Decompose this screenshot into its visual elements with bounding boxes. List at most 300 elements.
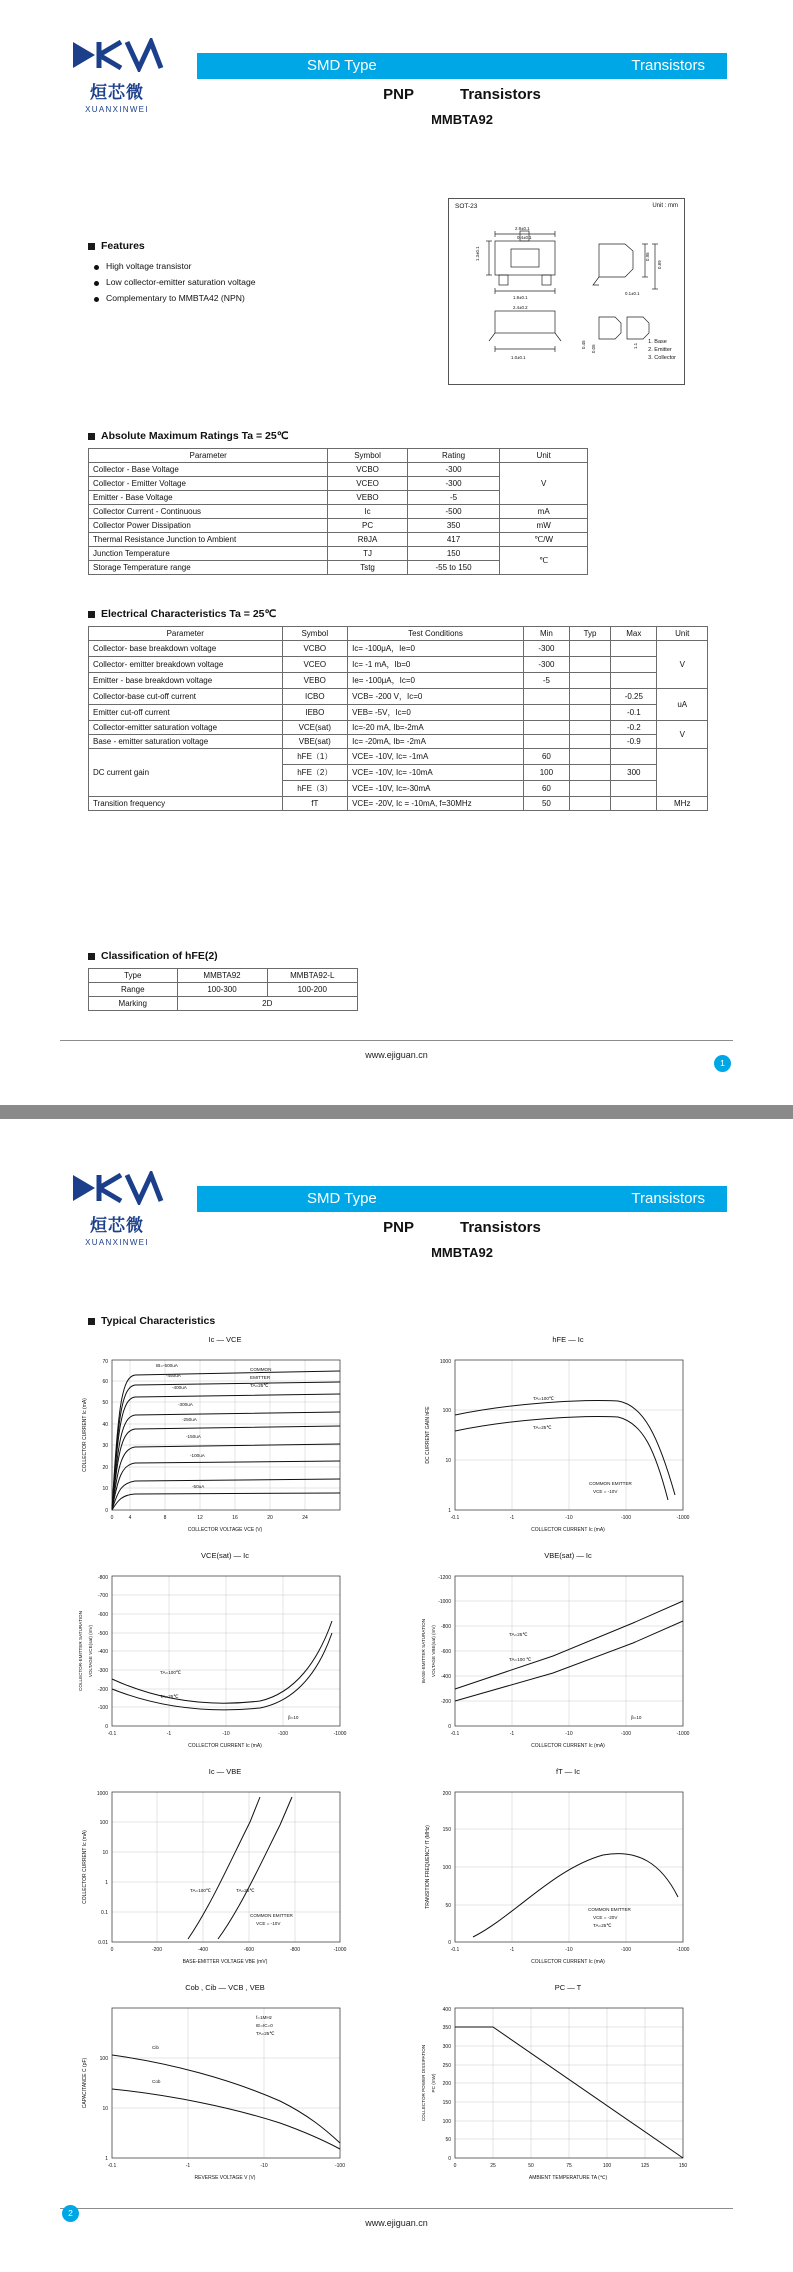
chart-hfe-ic — [403, 1335, 733, 1545]
abs-max-heading — [88, 430, 588, 442]
svg-text:100: 100 — [602, 2163, 612, 2169]
svg-text:0: 0 — [453, 2163, 457, 2169]
cell-rating: -55 to 150 — [407, 561, 500, 575]
cell-max — [611, 657, 657, 673]
svg-text:-1000: -1000 — [333, 1731, 347, 1737]
cell-symbol: TJ — [328, 547, 407, 561]
electrical-block — [88, 608, 708, 811]
table-row — [89, 533, 588, 547]
title-bar — [197, 1186, 727, 1212]
svg-text:100: 100 — [442, 2119, 451, 2125]
svg-text:30: 30 — [102, 1443, 108, 1449]
chart-title: Ic — VCE — [208, 1335, 242, 1344]
svg-text:TA=100℃: TA=100℃ — [533, 1396, 555, 1401]
chart-row — [60, 1983, 733, 2193]
polarity-label: PNP — [383, 86, 414, 103]
cell-symbol: IEBO — [282, 705, 348, 721]
abs-max-block — [88, 430, 588, 575]
cell-min — [523, 735, 569, 749]
cell-unit: ℃/W — [500, 533, 588, 547]
chart-title: Ic — VBE — [208, 1767, 242, 1776]
cell-symbol: VEBO — [328, 491, 407, 505]
svg-text:Cib: Cib — [152, 2045, 159, 2050]
col-symbol: Symbol — [282, 627, 348, 641]
bullet-square-icon — [88, 953, 95, 960]
svg-text:TA=100 ℃: TA=100 ℃ — [509, 1657, 532, 1662]
cell-symbol: hFE（1） — [282, 749, 348, 765]
cell-parameter: DC current gain — [89, 749, 283, 797]
title-bar-right: Transistors — [631, 57, 705, 74]
svg-text:-800: -800 — [289, 1947, 301, 1953]
svg-text:0: 0 — [105, 1724, 108, 1730]
svg-text:-600: -600 — [243, 1947, 255, 1953]
chart-row — [60, 1551, 733, 1761]
svg-text:-1000: -1000 — [438, 1599, 451, 1605]
svg-text:-0.1: -0.1 — [450, 1515, 460, 1521]
svg-text:-1000: -1000 — [676, 1731, 690, 1737]
svg-text:β=10: β=10 — [288, 1715, 299, 1720]
svg-text:10: 10 — [445, 1458, 451, 1464]
col-parameter: Parameter — [89, 627, 283, 641]
svg-text:Cob: Cob — [152, 2079, 161, 2084]
svg-text:COMMON: COMMON — [250, 1367, 272, 1372]
svg-text:12: 12 — [197, 1515, 203, 1521]
svg-text:TA=100℃: TA=100℃ — [190, 1888, 212, 1893]
chart-ylabel: BASE-EMITTER SATURATION — [421, 1618, 426, 1684]
svg-text:-200: -200 — [151, 1947, 163, 1953]
footer-divider — [60, 1040, 733, 1041]
cell-typ — [569, 673, 610, 689]
svg-text:25: 25 — [490, 2163, 496, 2169]
product-type-line — [197, 1219, 727, 1236]
chart-ylabel: COLLECTOR CURRENT Ic (mA) — [82, 1398, 88, 1472]
table-row — [89, 969, 358, 983]
cell-symbol: hFE（3） — [282, 781, 348, 797]
svg-text:-1: -1 — [509, 1515, 515, 1521]
cell-rating: -300 — [407, 463, 500, 477]
chart-vbesat-ic-svg — [403, 1561, 733, 1761]
cell-min: 60 — [523, 749, 569, 765]
chart-title: fT — Ic — [555, 1767, 581, 1776]
table-row — [89, 997, 358, 1011]
svg-text:10: 10 — [102, 1850, 108, 1856]
footer-url[interactable]: www.ejiguan.cn — [365, 1050, 428, 1060]
classification-title: Classification of hFE(2) — [101, 950, 218, 962]
svg-text:150: 150 — [442, 2100, 451, 2106]
device-class-label: Transistors — [459, 86, 541, 103]
cell-rating: 150 — [407, 547, 500, 561]
svg-text:-100: -100 — [334, 2163, 346, 2169]
table-row — [89, 689, 708, 705]
svg-text:COMMON EMITTER: COMMON EMITTER — [589, 1481, 632, 1486]
cell-unit: MHz — [657, 797, 708, 811]
svg-text:VOLTAGE VCE(sat) (mV): VOLTAGE VCE(sat) (mV) — [88, 1624, 93, 1678]
cell-parameter: Emitter - Base Voltage — [89, 491, 328, 505]
cell-rating: -5 — [407, 491, 500, 505]
svg-text:1000: 1000 — [439, 1359, 451, 1365]
electrical-title: Electrical Characteristics Ta = 25℃ — [101, 608, 277, 620]
chart-xlabel: COLLECTOR VOLTAGE VCE (V) — [187, 1527, 263, 1533]
svg-text:-1: -1 — [166, 1731, 172, 1737]
footer-divider — [60, 2208, 733, 2209]
chart-xlabel: COLLECTOR CURRENT Ic (mA) — [531, 1959, 605, 1965]
svg-text:f=1MHz: f=1MHz — [256, 2015, 272, 2020]
product-type-line — [197, 86, 727, 103]
svg-text:0: 0 — [110, 1947, 114, 1953]
svg-text:-0.1: -0.1 — [450, 1947, 460, 1953]
logo-glyph-icon — [69, 38, 165, 72]
svg-text:-1000: -1000 — [676, 1947, 690, 1953]
chart-title: PC — T — [554, 1983, 582, 1992]
svg-text:0: 0 — [448, 2156, 451, 2162]
table-row — [89, 463, 588, 477]
chart-ylabel: TRANSITION FREQUENCY fT (MHz) — [425, 1825, 431, 1909]
list-item — [94, 277, 338, 287]
svg-text:TA=100℃: TA=100℃ — [160, 1670, 182, 1675]
svg-text:-1200: -1200 — [438, 1575, 451, 1581]
cell-symbol: VBE(sat) — [282, 735, 348, 749]
col-min: Min — [523, 627, 569, 641]
chart-row — [60, 1767, 733, 1977]
cell-marking-value: 2D — [177, 997, 357, 1011]
chart-row — [60, 1335, 733, 1545]
cell-symbol: VCE(sat) — [282, 721, 348, 735]
pin-label: 1. Base — [648, 339, 667, 345]
cell-max — [611, 673, 657, 689]
svg-text:TA=25℃: TA=25℃ — [250, 1383, 269, 1388]
cell-symbol: VCEO — [282, 657, 348, 673]
bullet-square-icon — [88, 243, 95, 250]
table-row — [89, 673, 708, 689]
col-parameter: Parameter — [89, 449, 328, 463]
svg-text:-100: -100 — [620, 1731, 632, 1737]
cell-max — [611, 797, 657, 811]
svg-text:TA=25℃: TA=25℃ — [533, 1425, 552, 1430]
svg-text:-1: -1 — [509, 1731, 515, 1737]
title-bar — [197, 53, 727, 79]
col-symbol: Symbol — [328, 449, 407, 463]
svg-text:-600: -600 — [440, 1649, 451, 1655]
classification-block — [88, 950, 358, 1011]
svg-text:60: 60 — [102, 1379, 108, 1385]
svg-text:VOLTAGE VBE(sat) (mV): VOLTAGE VBE(sat) (mV) — [431, 1625, 436, 1677]
svg-text:1: 1 — [105, 2156, 108, 2162]
svg-text:75: 75 — [566, 2163, 572, 2169]
cell-symbol: VCEO — [328, 477, 407, 491]
svg-text:200: 200 — [442, 1791, 451, 1797]
package-unit: Unit : mm — [652, 203, 678, 209]
cell-conditions: VCE= -10V, Ic= -10mA — [348, 765, 524, 781]
features-heading — [88, 240, 338, 252]
svg-text:-0.1: -0.1 — [107, 2163, 117, 2169]
cell-symbol: Ic — [328, 505, 407, 519]
svg-text:16: 16 — [232, 1515, 238, 1521]
page-header — [0, 1133, 793, 1260]
cell-conditions: VEB= -5V，Ic=0 — [348, 705, 524, 721]
table-row — [89, 735, 708, 749]
svg-text:IB=-500uA: IB=-500uA — [156, 1363, 178, 1368]
svg-text:TA=25℃: TA=25℃ — [236, 1888, 255, 1893]
logo-mark-icon — [62, 38, 172, 76]
cell-range-label: Range — [89, 983, 178, 997]
table-row — [89, 705, 708, 721]
cell-parameter: Collector- emitter breakdown voltage — [89, 657, 283, 673]
cell-symbol: VCBO — [328, 463, 407, 477]
svg-text:-1: -1 — [509, 1947, 515, 1953]
cell-conditions: VCB= -200 V，Ic=0 — [348, 689, 524, 705]
cell-symbol: ICBO — [282, 689, 348, 705]
cell-conditions: Ic=-20 mA, Ib=-2mA — [348, 721, 524, 735]
cell-range-b: 100-200 — [267, 983, 357, 997]
pin-label: 3. Collector — [648, 355, 676, 361]
svg-text:-600: -600 — [97, 1612, 108, 1618]
cell-unit: uA — [657, 689, 708, 721]
abs-max-title: Absolute Maximum Ratings Ta = 25℃ — [101, 430, 289, 442]
svg-text:-800: -800 — [97, 1575, 108, 1581]
cell-max — [611, 641, 657, 657]
svg-text:2.4±0.2: 2.4±0.2 — [513, 305, 528, 310]
chart-ic-vce — [60, 1335, 390, 1545]
cell-range-a: 100-300 — [177, 983, 267, 997]
table-row — [89, 797, 708, 811]
col-max: Max — [611, 627, 657, 641]
svg-text:-100uA: -100uA — [190, 1453, 205, 1458]
logo-glyph-icon — [69, 1171, 165, 1205]
chart-title: VCE(sat) — Ic — [201, 1551, 249, 1560]
chart-vbesat-ic — [403, 1551, 733, 1761]
bullet-dot-icon — [94, 265, 99, 270]
feature-text: Complementary to MMBTA42 (NPN) — [106, 293, 245, 303]
cell-parameter: Collector-base cut-off current — [89, 689, 283, 705]
footer-url[interactable]: www.ejiguan.cn — [365, 2218, 428, 2228]
svg-text:4: 4 — [128, 1515, 132, 1521]
svg-text:IE=IC=0: IE=IC=0 — [256, 2023, 273, 2028]
svg-text:100: 100 — [99, 2056, 108, 2062]
cell-min: 50 — [523, 797, 569, 811]
cell-symbol: RθJA — [328, 533, 407, 547]
svg-text:125: 125 — [640, 2163, 650, 2169]
chart-ft-ic — [403, 1767, 733, 1977]
cell-max: -0.9 — [611, 735, 657, 749]
logo-chinese-name: 烜芯微 — [90, 1216, 144, 1235]
svg-text:50: 50 — [102, 1400, 108, 1406]
svg-text:-500: -500 — [97, 1631, 108, 1637]
title-bar-right: Transistors — [631, 1190, 705, 1207]
logo-chinese-name: 烜芯微 — [90, 83, 144, 102]
cell-min: -300 — [523, 641, 569, 657]
svg-text:300: 300 — [442, 2044, 451, 2050]
table-header-row — [89, 627, 708, 641]
logo-mark-icon — [62, 1171, 172, 1209]
col-unit: Unit — [657, 627, 708, 641]
charts-grid — [60, 1335, 733, 2199]
svg-text:1.9±0.1: 1.9±0.1 — [513, 295, 528, 300]
svg-text:0.89: 0.89 — [657, 260, 662, 269]
cell-typ — [569, 797, 610, 811]
cell-parameter: Collector Power Dissipation — [89, 519, 328, 533]
cell-typ — [569, 657, 610, 673]
svg-text:TA=25℃: TA=25℃ — [160, 1694, 179, 1699]
cell-parameter: Collector - Base Voltage — [89, 463, 328, 477]
svg-text:0: 0 — [448, 1940, 451, 1946]
chart-hfe-ic-svg — [403, 1345, 733, 1545]
cell-parameter: Transition frequency — [89, 797, 283, 811]
table-row — [89, 519, 588, 533]
pin-label: 2. Emitter — [648, 347, 672, 353]
cell-conditions: Ie= -100μA，Ic=0 — [348, 673, 524, 689]
svg-text:0.4±0.1: 0.4±0.1 — [517, 235, 532, 240]
cell-conditions: VCE= -10V, Ic= -1mA — [348, 749, 524, 765]
feature-text: Low collector-emitter saturation voltage — [106, 277, 256, 287]
col-rating: Rating — [407, 449, 500, 463]
cell-unit: V — [657, 721, 708, 749]
chart-pc-t — [403, 1983, 733, 2193]
svg-text:0.45: 0.45 — [581, 340, 586, 349]
polarity-label: PNP — [383, 1219, 414, 1236]
page-header — [0, 0, 793, 127]
cell-min — [523, 721, 569, 735]
col-typ: Typ — [569, 627, 610, 641]
page-number-badge: 2 — [62, 2205, 79, 2222]
package-name: SOT-23 — [455, 203, 478, 210]
part-number: MMBTA92 — [431, 1245, 493, 1260]
typical-characteristics-title: Typical Characteristics — [101, 1315, 216, 1327]
svg-text:-250uA: -250uA — [182, 1417, 197, 1422]
cell-rating: -300 — [407, 477, 500, 491]
abs-max-table — [88, 448, 588, 575]
cell-typ — [569, 749, 610, 765]
cell-typ — [569, 721, 610, 735]
svg-text:-10: -10 — [565, 1731, 573, 1737]
cell-unit: V — [657, 641, 708, 689]
chart-ic-vbe — [60, 1767, 390, 1977]
cell-parameter: Collector - Emitter Voltage — [89, 477, 328, 491]
svg-text:-400: -400 — [440, 1674, 451, 1680]
svg-text:-10: -10 — [565, 1947, 573, 1953]
svg-text:50: 50 — [445, 2137, 451, 2143]
svg-text:-300uA: -300uA — [178, 1402, 193, 1407]
classification-table — [88, 968, 358, 1011]
company-logo — [62, 38, 172, 114]
svg-text:-700: -700 — [97, 1593, 108, 1599]
svg-text:250: 250 — [442, 2063, 451, 2069]
cell-parameter: Base - emitter saturation voltage — [89, 735, 283, 749]
part-number: MMBTA92 — [431, 112, 493, 127]
features-block — [88, 240, 338, 309]
cell-typ — [569, 765, 610, 781]
chart-vcesat-ic — [60, 1551, 390, 1761]
package-pin-list — [648, 338, 676, 362]
company-logo — [62, 1171, 172, 1247]
cell-type-a: MMBTA92 — [177, 969, 267, 983]
svg-text:-200: -200 — [440, 1699, 451, 1705]
cell-marking-label: Marking — [89, 997, 178, 1011]
svg-text:-800: -800 — [440, 1624, 451, 1630]
svg-text:70: 70 — [102, 1359, 108, 1365]
chart-ylabel: DC CURRENT GAIN hFE — [425, 1406, 431, 1464]
chart-ft-ic-svg — [403, 1777, 733, 1977]
svg-text:-0.1: -0.1 — [450, 1731, 460, 1737]
svg-text:100: 100 — [442, 1408, 451, 1414]
svg-text:COMMON EMITTER: COMMON EMITTER — [250, 1913, 293, 1918]
title-bar-left: SMD Type — [307, 1190, 377, 1207]
cell-max: -0.1 — [611, 705, 657, 721]
features-list — [94, 261, 338, 303]
cell-min: 60 — [523, 781, 569, 797]
svg-text:-100: -100 — [277, 1731, 289, 1737]
col-unit: Unit — [500, 449, 588, 463]
chart-ic-vbe-svg — [60, 1777, 390, 1977]
svg-text:0.95: 0.95 — [645, 252, 650, 261]
chart-ylabel: COLLECTOR CURRENT Ic (mA) — [82, 1830, 88, 1904]
table-row — [89, 749, 708, 765]
cell-typ — [569, 735, 610, 749]
table-row — [89, 641, 708, 657]
svg-text:2.9±0.1: 2.9±0.1 — [515, 226, 530, 231]
cell-unit: mA — [500, 505, 588, 519]
svg-text:-1000: -1000 — [333, 1947, 347, 1953]
svg-text:-1: -1 — [185, 2163, 191, 2169]
svg-text:400: 400 — [442, 2007, 451, 2013]
svg-text:COMMON EMITTER: COMMON EMITTER — [588, 1907, 631, 1912]
svg-text:1000: 1000 — [96, 1791, 108, 1797]
cell-typ — [569, 781, 610, 797]
svg-text:-300: -300 — [97, 1668, 108, 1674]
chart-pc-t-svg — [403, 1993, 733, 2193]
cell-parameter: Storage Temperature range — [89, 561, 328, 575]
svg-text:150: 150 — [678, 2163, 688, 2169]
svg-text:-100: -100 — [620, 1947, 632, 1953]
cell-max: -0.2 — [611, 721, 657, 735]
logo-english-name: XUANXINWEI — [85, 1238, 149, 1247]
bullet-dot-icon — [94, 297, 99, 302]
svg-text:-150uA: -150uA — [186, 1434, 201, 1439]
svg-text:10: 10 — [102, 1486, 108, 1492]
col-test-conditions: Test Conditions — [348, 627, 524, 641]
svg-text:10: 10 — [102, 2106, 108, 2112]
chart-title: VBE(sat) — Ic — [544, 1551, 592, 1560]
table-row — [89, 983, 358, 997]
chart-xlabel: COLLECTOR CURRENT Ic (mA) — [531, 1527, 605, 1533]
cell-max: 300 — [611, 765, 657, 781]
svg-text:50: 50 — [528, 2163, 534, 2169]
table-row — [89, 547, 588, 561]
cell-min: -5 — [523, 673, 569, 689]
svg-text:VCE = -10V: VCE = -10V — [593, 1489, 618, 1494]
svg-text:1.1: 1.1 — [633, 342, 638, 349]
cell-unit: ℃ — [500, 547, 588, 575]
svg-text:0.01: 0.01 — [98, 1940, 108, 1946]
cell-unit — [657, 749, 708, 797]
cell-type-b: MMBTA92-L — [267, 969, 357, 983]
page-2 — [0, 1133, 793, 2272]
logo-english-name: XUANXINWEI — [85, 105, 149, 114]
chart-xlabel: COLLECTOR CURRENT Ic (mA) — [188, 1743, 262, 1749]
chart-xlabel: BASE-EMITTER VOLTAGE VBE (mV) — [182, 1959, 268, 1965]
table-row — [89, 505, 588, 519]
cell-min: 100 — [523, 765, 569, 781]
cell-parameter: Collector Current - Continuous — [89, 505, 328, 519]
cell-conditions: VCE= -10V, Ic=-30mA — [348, 781, 524, 797]
svg-text:24: 24 — [302, 1515, 308, 1521]
cell-parameter: Collector-emitter saturation voltage — [89, 721, 283, 735]
cell-rating: 417 — [407, 533, 500, 547]
svg-text:-100: -100 — [97, 1705, 108, 1711]
svg-text:50: 50 — [445, 1903, 451, 1909]
svg-text:0: 0 — [448, 1724, 451, 1730]
svg-text:20: 20 — [267, 1515, 273, 1521]
svg-text:20: 20 — [102, 1465, 108, 1471]
